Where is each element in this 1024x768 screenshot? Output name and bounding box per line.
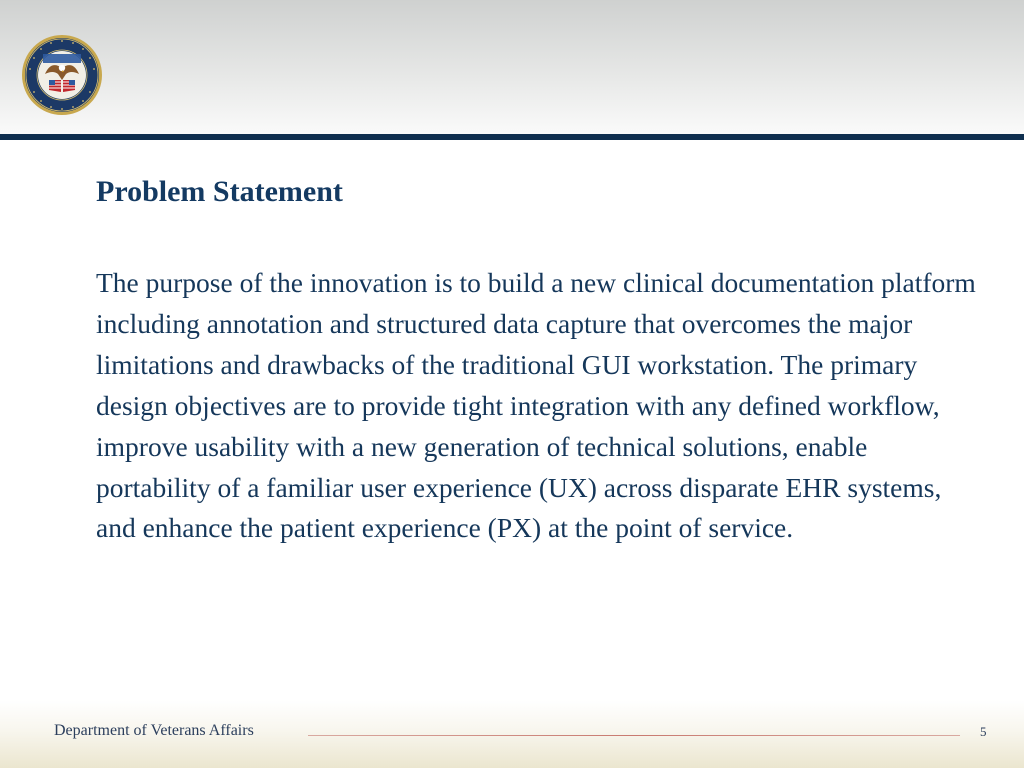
- footer-department: Department of Veterans Affairs: [54, 722, 254, 739]
- slide-title: Problem Statement: [96, 175, 343, 208]
- slide-body-text: The purpose of the innovation is to build a new clinical documentation platform including annotation and structured data capture that overcomes the major limitations and drawbacks of the traditional GUI workstation. The primary design objectives are to provide tight integration with any defined workflow, improve usability with a new generation of technical solutions, enable portability of a familiar user experience (UX) across disparate EHR systems, and enhance the patient experience (PX) at the point of service.: [96, 267, 976, 544]
- header-band: [0, 0, 1024, 134]
- page-number: 5: [980, 724, 987, 739]
- footer-divider: [308, 735, 960, 736]
- header-rule: [0, 134, 1024, 140]
- va-seal-icon: [21, 34, 103, 116]
